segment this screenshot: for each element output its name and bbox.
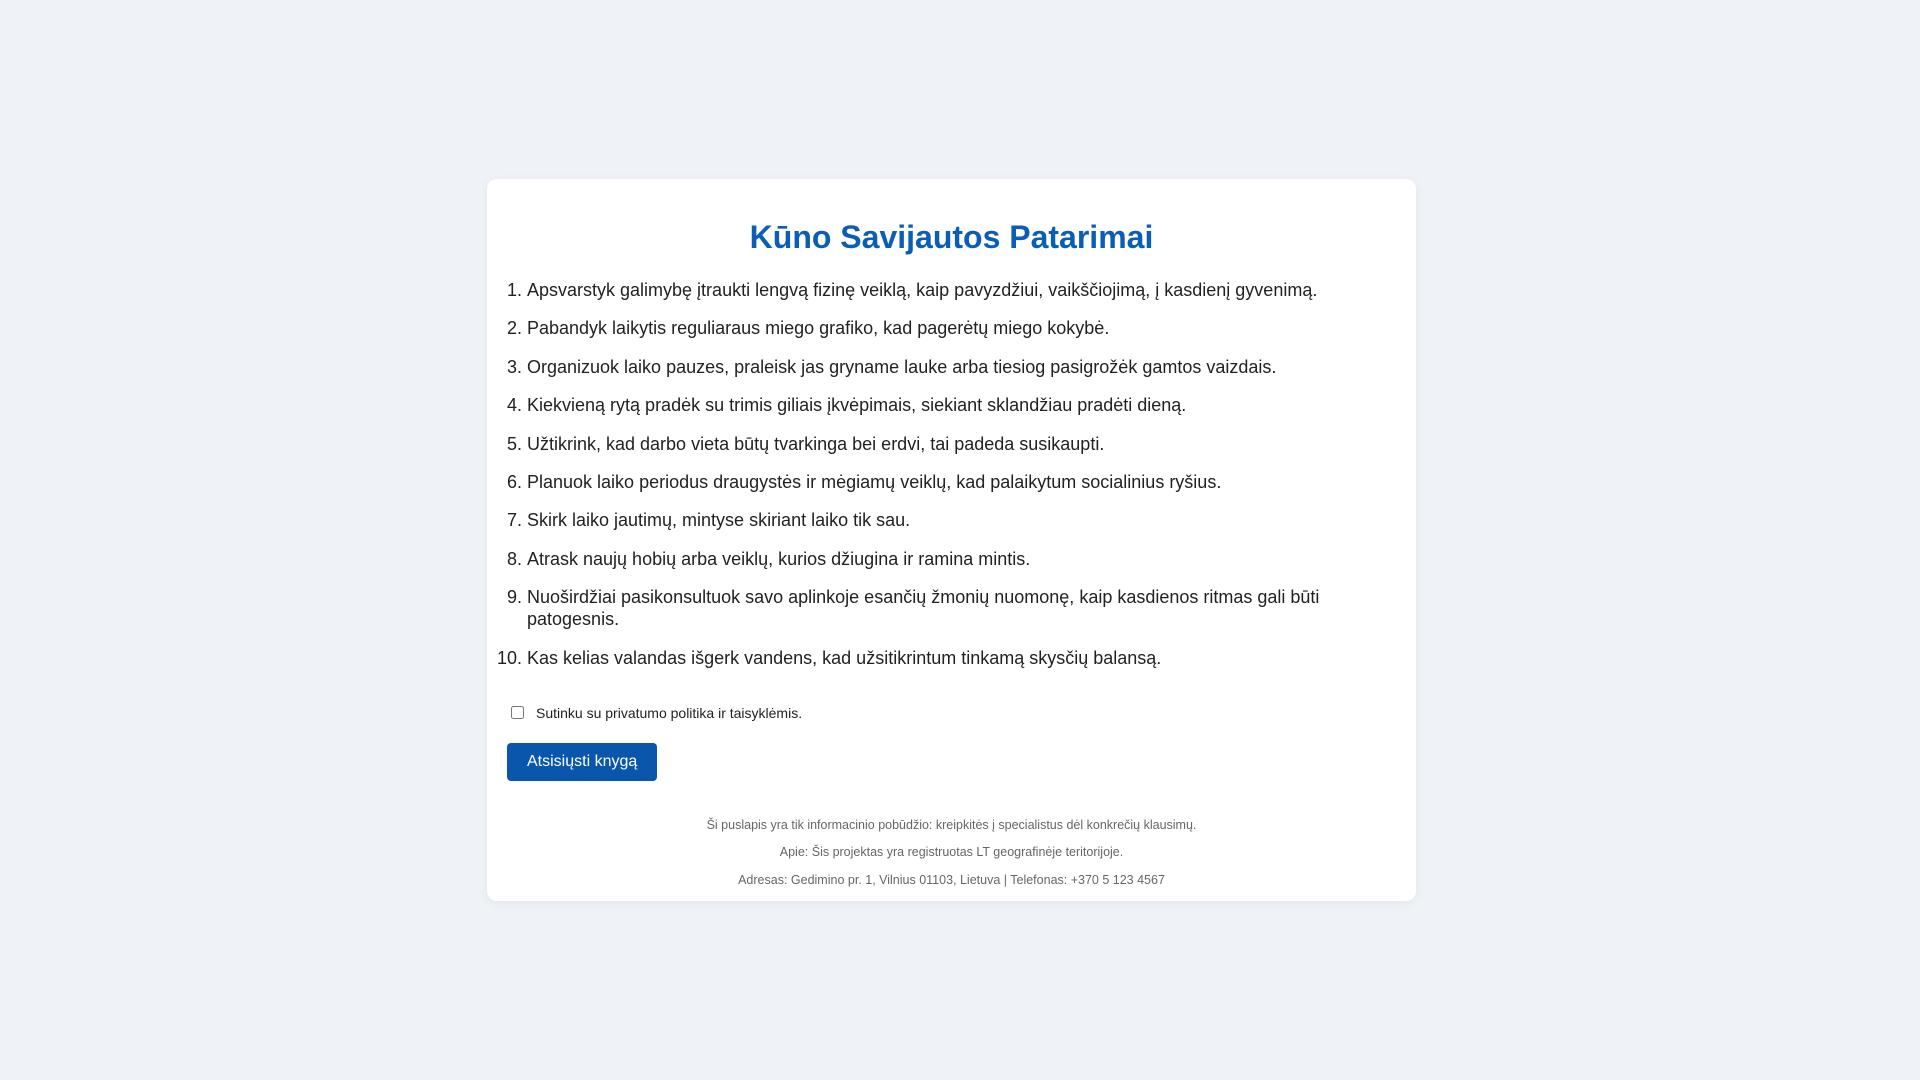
content-card [487, 179, 1416, 901]
tip-item: 2. Pabandyk laikytis reguliaraus miego grafiko, kad pagerėtų miego kokybė. [527, 317, 1396, 339]
consent-row [507, 704, 1396, 722]
tip-item: 5. Užtikrink, kad darbo vieta būtų tvarkinga bei erdvi, tai padeda susikaupti. [527, 433, 1396, 455]
tip-item: 6. Planuok laiko periodus draugystės ir mėgiamų veiklų, kad palaikytum socialinius ryšius. [527, 471, 1396, 493]
footer-disclaimer: Ši puslapis yra tik informacinio pobūdžio: kreipkitės į specialistus dėl konkrečių klausimų. [706, 817, 1197, 832]
tip-item: 1. Apsvarstyk galimybę įtraukti lengvą fizinę veiklą, kaip pavyzdžiui, vaikščiojimą, į kasdienį gyvenimą. [527, 279, 1396, 301]
consent-checkbox[interactable] [511, 706, 524, 719]
download-book-button[interactable]: Atsisiųsti knygą [507, 743, 657, 781]
tip-item: 3. Organizuok laiko pauzes, praleisk jas gryname lauke arba tiesiog pasigrožėk gamtos vaizdais. [527, 356, 1396, 378]
tip-item: 7. Skirk laiko jautimų, mintyse skiriant laiko tik sau. [527, 509, 1396, 531]
tips-list [507, 279, 1396, 669]
footer [507, 817, 1396, 888]
tip-item: 4. Kiekvieną rytą pradėk su trimis giliais įkvėpimais, siekiant sklandžiau pradėti dieną. [527, 394, 1396, 416]
footer-about: Apie: Šis projektas yra registruotas LT geografinėje teritorijoje. [779, 845, 1124, 860]
tip-item: 9. Nuoširdžiai pasikonsultuok savo aplinkoje esančių žmonių nuomonę, kaip kasdienos ritmas gali būti patogesnis. [527, 586, 1396, 630]
page-title: Kūno Savijautos Patarimai [749, 219, 1154, 255]
tip-item: 10. Kas kelias valandas išgerk vandens, kad užsitikrintum tinkamą skysčių balansą. [527, 647, 1396, 669]
consent-label[interactable]: Sutinku su privatumo politika ir taisyklėmis. [536, 704, 803, 721]
footer-contact: Adresas: Gedimino pr. 1, Vilnius 01103, Lietuva | Telefonas: +370 5 123 4567 [738, 872, 1165, 887]
tip-item: 8. Atrask naujų hobių arba veiklų, kurios džiugina ir ramina mintis. [527, 548, 1396, 570]
